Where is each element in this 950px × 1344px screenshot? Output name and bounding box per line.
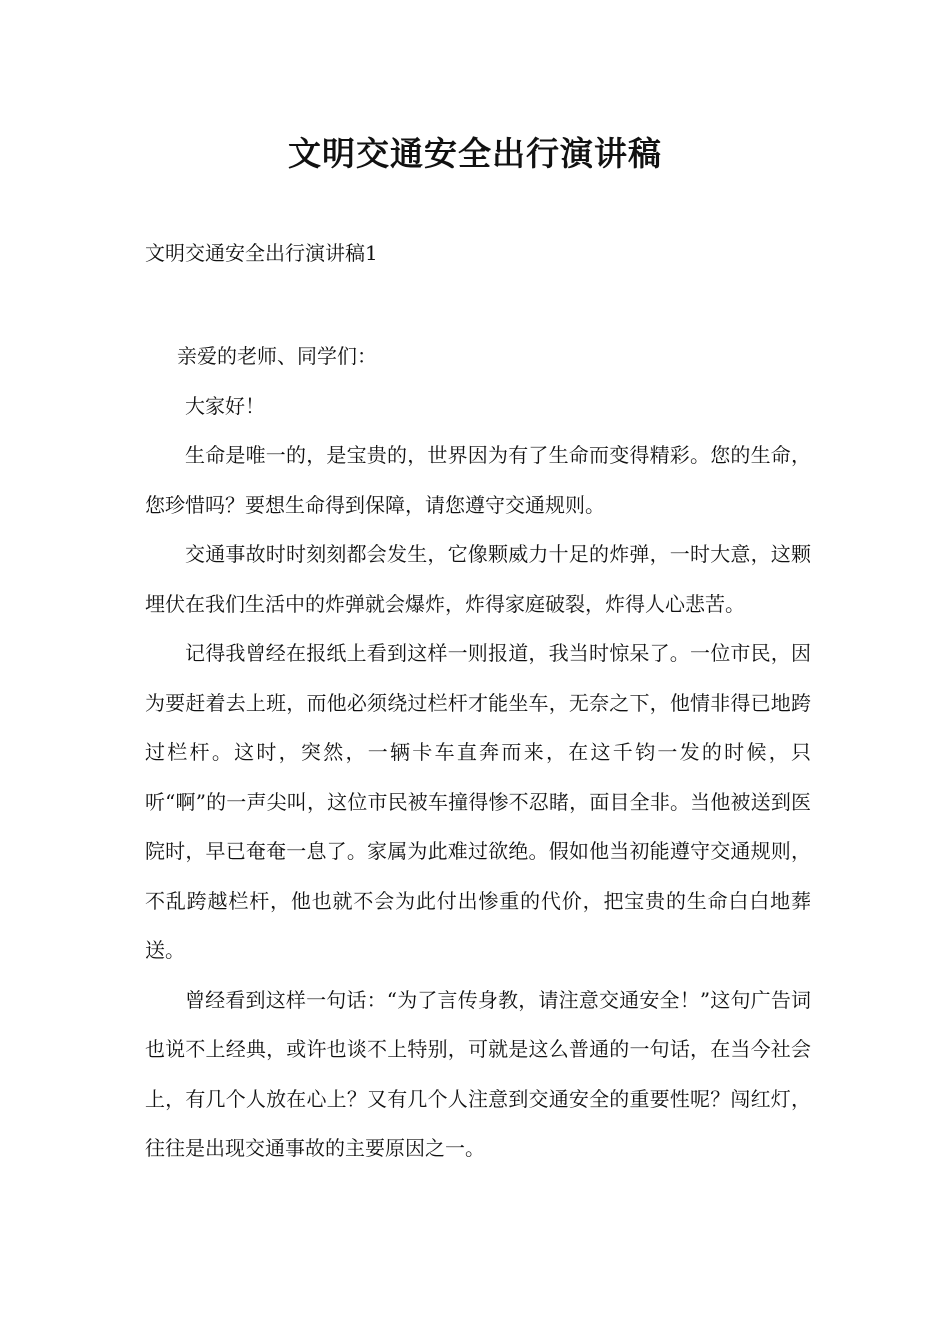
paragraph-greeting: 大家好！ xyxy=(185,393,265,418)
document-title: 文明交通安全出行演讲稿 xyxy=(288,134,662,173)
document-body xyxy=(145,332,811,1174)
salutation: 亲爱的老师、同学们： xyxy=(177,344,377,368)
paragraph: 记得我曾经在报纸上看到这样一则报道，我当时惊呆了。一位市民，因为要赶着去上班，而他必须绕过栏杆才能坐车，无奈之下，他情非得已地跨过栏杆。这时，突然，一辆卡车直奔而来，在这千钧一发的时候，只听“啊”的一声尖叫，这位市民被车撞得惨不忍睹，面目全非。当他被送到医院时，早已奄奄一息了。家属为此难过欲绝。假如他当初能遵守交通规则，不乱跨越栏杆，他也就不会为此付出惨重的代价，把宝贵的生命白白地葬送。 xyxy=(145,641,811,962)
paragraph: 交通事故时时刻刻都会发生，它像颗威力十足的炸弹，一时大意，这颗埋伏在我们生活中的炸弹就会爆炸，炸得家庭破裂，炸得人心悲苦。 xyxy=(145,542,811,616)
paragraph: 生命是唯一的，是宝贵的，世界因为有了生命而变得精彩。您的生命，您珍惜吗？要想生命得到保障，请您遵守交通规则。 xyxy=(145,443,811,517)
paragraph: 曾经看到这样一句话：“为了言传身教，请注意交通安全！”这句广告词也说不上经典，或许也谈不上特别，可就是这么普通的一句话，在当今社会上，有几个人放在心上？又有几个人注意到交通安全的重要性呢？闯红灯，往往是出现交通事故的主要原因之一。 xyxy=(145,987,811,1160)
document-subtitle: 文明交通安全出行演讲稿1 xyxy=(145,241,378,265)
